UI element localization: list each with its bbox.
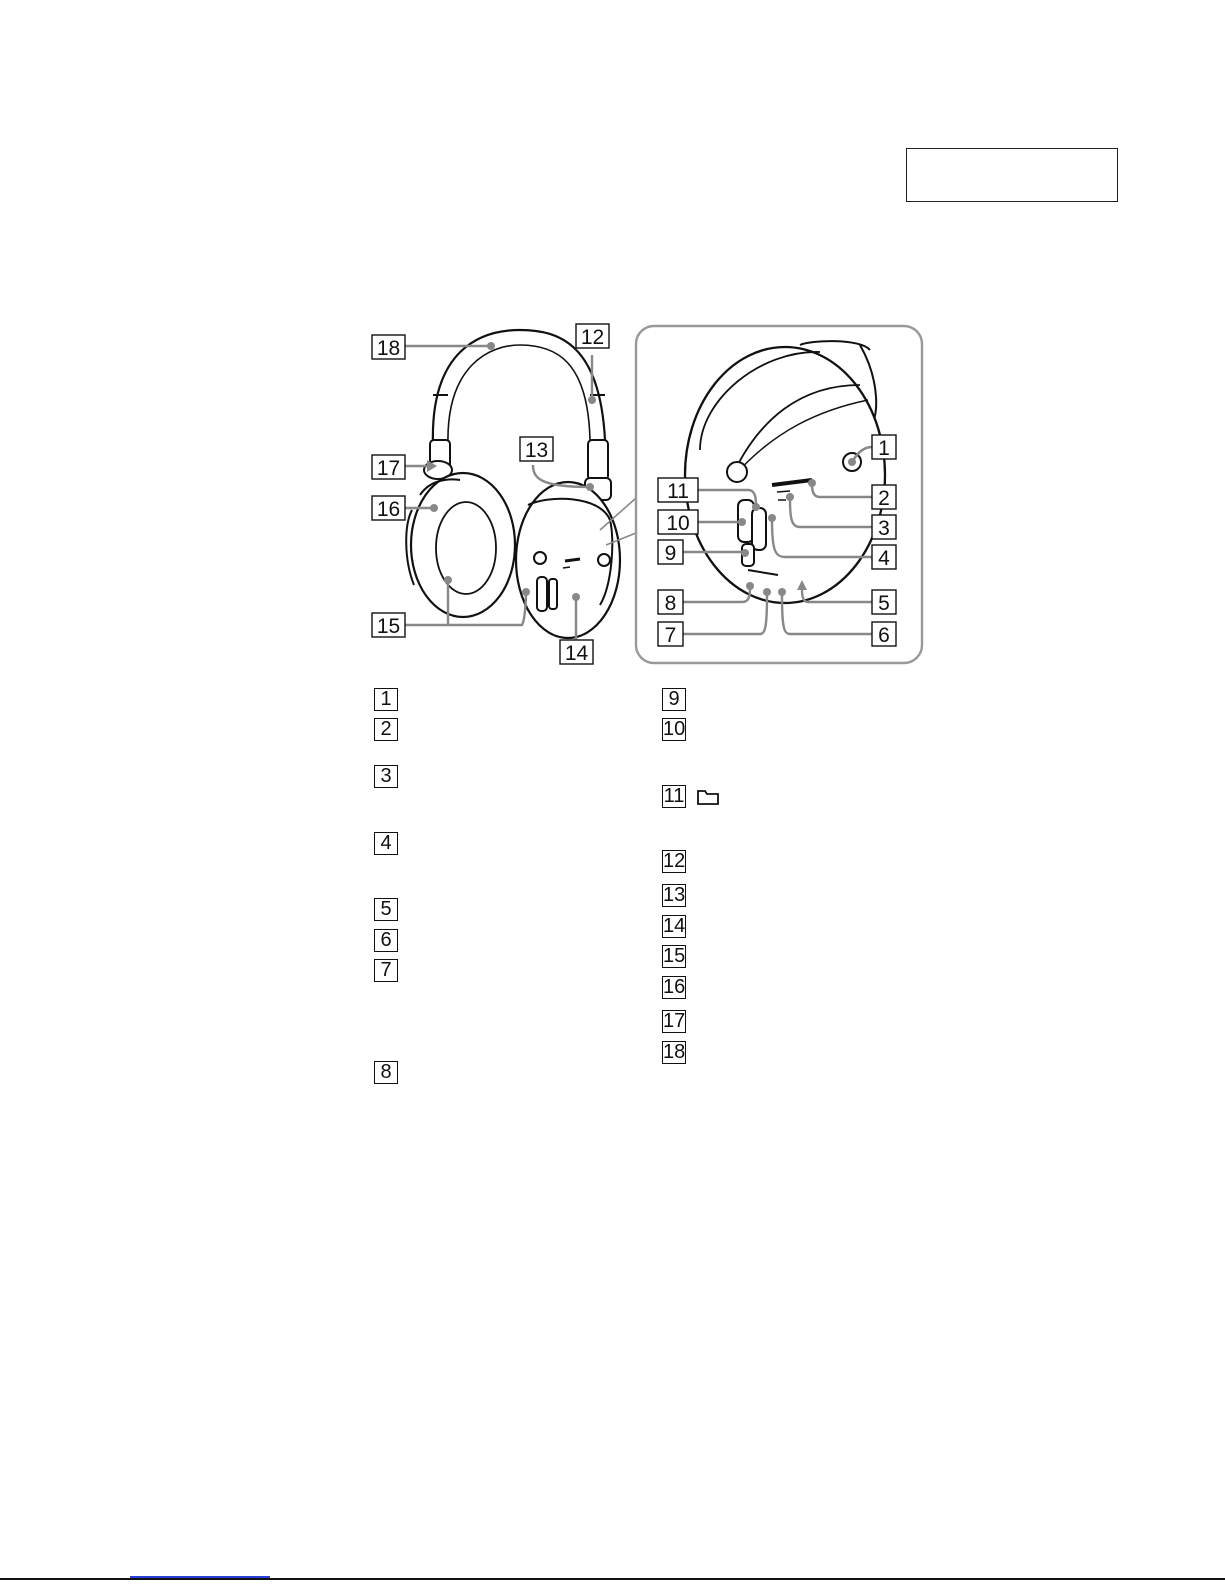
svg-text:11: 11 <box>667 480 689 503</box>
callout-15 <box>372 613 405 638</box>
legend-item-8: 8 <box>374 1061 398 1084</box>
svg-text:15: 15 <box>376 615 401 638</box>
callout-6 <box>872 622 896 647</box>
legend-item-16: 16 <box>663 976 686 998</box>
callout-7 <box>658 622 683 647</box>
callout-12 <box>576 324 609 349</box>
legend-item-5: 5 <box>374 898 398 921</box>
svg-text:3: 3 <box>878 517 890 540</box>
legend-item-11: 11 <box>663 785 685 807</box>
callout-4 <box>872 545 896 570</box>
legend-item-9: 9 <box>662 688 686 711</box>
svg-text:13: 13 <box>524 439 549 462</box>
svg-text:9: 9 <box>664 542 677 565</box>
headphone-illustration <box>406 330 636 638</box>
footer-rule <box>0 1578 1225 1580</box>
callout-10 <box>658 510 698 535</box>
callout-9 <box>658 540 683 565</box>
svg-text:4: 4 <box>878 547 890 570</box>
svg-text:10: 10 <box>666 512 690 535</box>
svg-text:7: 7 <box>664 624 677 647</box>
legend-item-2: 2 <box>374 718 398 741</box>
legend-item-10: 10 <box>663 718 686 740</box>
callout-18 <box>372 335 405 360</box>
svg-text:1: 1 <box>878 437 890 460</box>
callout-5 <box>872 590 896 615</box>
legend-item-14: 14 <box>663 915 686 937</box>
legend-item-7: 7 <box>374 959 398 982</box>
callout-3 <box>872 515 896 540</box>
svg-text:8: 8 <box>664 592 677 615</box>
legend-item-18: 18 <box>663 1041 686 1063</box>
callout-14 <box>560 640 593 665</box>
svg-text:14: 14 <box>564 642 589 665</box>
legend-item-12: 12 <box>663 850 686 872</box>
legend-item-15: 15 <box>663 945 686 967</box>
footer-link-underline[interactable] <box>130 1576 270 1578</box>
callout-1 <box>872 435 896 460</box>
legend-item-3: 3 <box>374 765 398 788</box>
callout-2 <box>872 485 896 510</box>
svg-text:6: 6 <box>878 624 890 647</box>
svg-text:16: 16 <box>376 498 401 521</box>
callout-11 <box>658 478 698 503</box>
legend-item-17: 17 <box>663 1010 686 1032</box>
callout-17 <box>372 455 405 480</box>
legend-item-1: 1 <box>374 688 398 711</box>
callout-8 <box>658 590 683 615</box>
svg-text:17: 17 <box>376 457 401 480</box>
legend-item-13: 13 <box>663 884 686 906</box>
svg-text:5: 5 <box>878 592 890 615</box>
callout-16 <box>372 496 405 521</box>
folder-icon <box>696 788 720 806</box>
svg-text:12: 12 <box>580 326 605 349</box>
callout-13 <box>520 437 553 462</box>
legend-item-4: 4 <box>374 832 398 855</box>
svg-text:18: 18 <box>376 337 401 360</box>
legend-item-6: 6 <box>374 929 398 952</box>
svg-text:2: 2 <box>878 487 890 510</box>
